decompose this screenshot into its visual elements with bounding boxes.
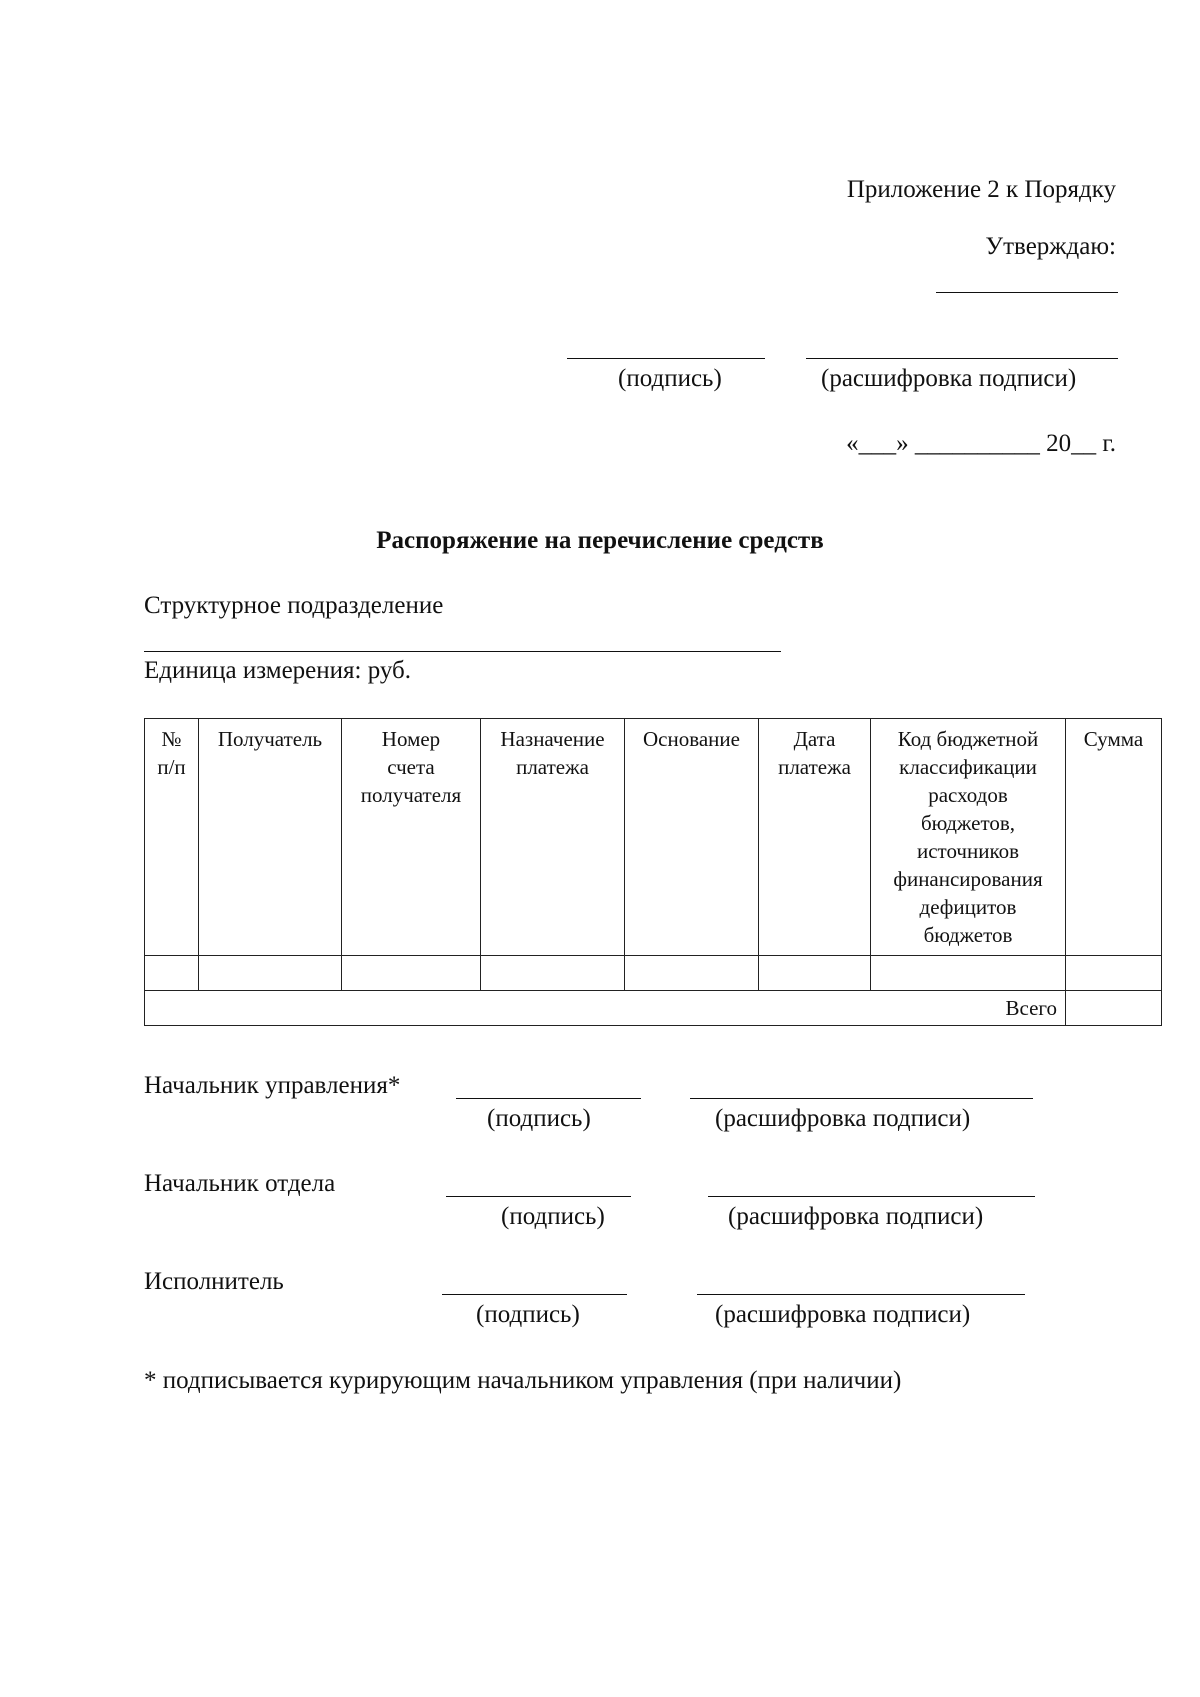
unit-label: Единица измерения: руб. [144, 657, 412, 684]
approve-label: Утверждаю: [985, 233, 1116, 260]
column-header-account: Номер счета получателя [342, 719, 481, 956]
cell-number[interactable] [145, 956, 199, 991]
total-row [145, 991, 1162, 1026]
column-header-recipient: Получатель [199, 719, 342, 956]
head-of-division-decoding-caption: (расшифровка подписи) [728, 1203, 984, 1230]
cell-date[interactable] [759, 956, 871, 991]
total-label: Всего [145, 991, 1066, 1026]
total-amount-cell[interactable] [1066, 991, 1162, 1026]
column-header-amount: Сумма [1066, 719, 1162, 956]
head-of-division-label: Начальник отдела [144, 1170, 336, 1197]
column-header-budget-code: Код бюджетной классификации расходов бюджетов, источников финансирования дефицитов бюджетов [871, 719, 1066, 956]
head-of-department-label: Начальник управления* [144, 1072, 401, 1099]
column-header-date: Дата платежа [759, 719, 871, 956]
table-header-row [145, 719, 1162, 956]
approver-position-line[interactable] [936, 292, 1118, 293]
appendix-label: Приложение 2 к Порядку [846, 176, 1116, 203]
table-row [145, 956, 1162, 991]
executor-signature-caption: (подпись) [476, 1301, 580, 1328]
head-of-department-signature-caption: (подпись) [487, 1105, 591, 1132]
executor-decoding-caption: (расшифровка подписи) [715, 1301, 971, 1328]
approver-decoding-line[interactable] [806, 358, 1118, 359]
cell-recipient[interactable] [199, 956, 342, 991]
executor-signature-line[interactable] [442, 1294, 627, 1295]
head-of-department-decoding-line[interactable] [690, 1098, 1033, 1099]
approver-decoding-caption: (расшифровка подписи) [821, 365, 1077, 392]
head-of-division-signature-caption: (подпись) [501, 1203, 605, 1230]
cell-budget-code[interactable] [871, 956, 1066, 991]
division-field-line[interactable] [144, 651, 781, 652]
division-label: Структурное подразделение [144, 592, 444, 619]
cell-account[interactable] [342, 956, 481, 991]
executor-label: Исполнитель [144, 1268, 284, 1295]
head-of-department-signature-line[interactable] [456, 1098, 641, 1099]
payment-table [144, 718, 1162, 1026]
executor-decoding-line[interactable] [697, 1294, 1025, 1295]
column-header-purpose: Назначение платежа [481, 719, 625, 956]
head-of-division-decoding-line[interactable] [708, 1196, 1035, 1197]
cell-purpose[interactable] [481, 956, 625, 991]
head-of-department-decoding-caption: (расшифровка подписи) [715, 1105, 971, 1132]
cell-basis[interactable] [625, 956, 759, 991]
cell-amount[interactable] [1066, 956, 1162, 991]
head-of-division-signature-line[interactable] [446, 1196, 631, 1197]
approval-date-line[interactable]: «___» __________ 20__ г. [846, 430, 1116, 457]
column-header-basis: Основание [625, 719, 759, 956]
approver-signature-caption: (подпись) [618, 365, 722, 392]
column-header-number: № п/п [145, 719, 199, 956]
document-title: Распоряжение на перечисление средств [376, 527, 824, 554]
approver-signature-line[interactable] [567, 358, 765, 359]
footnote: * подписывается курирующим начальником управления (при наличии) [144, 1367, 902, 1394]
